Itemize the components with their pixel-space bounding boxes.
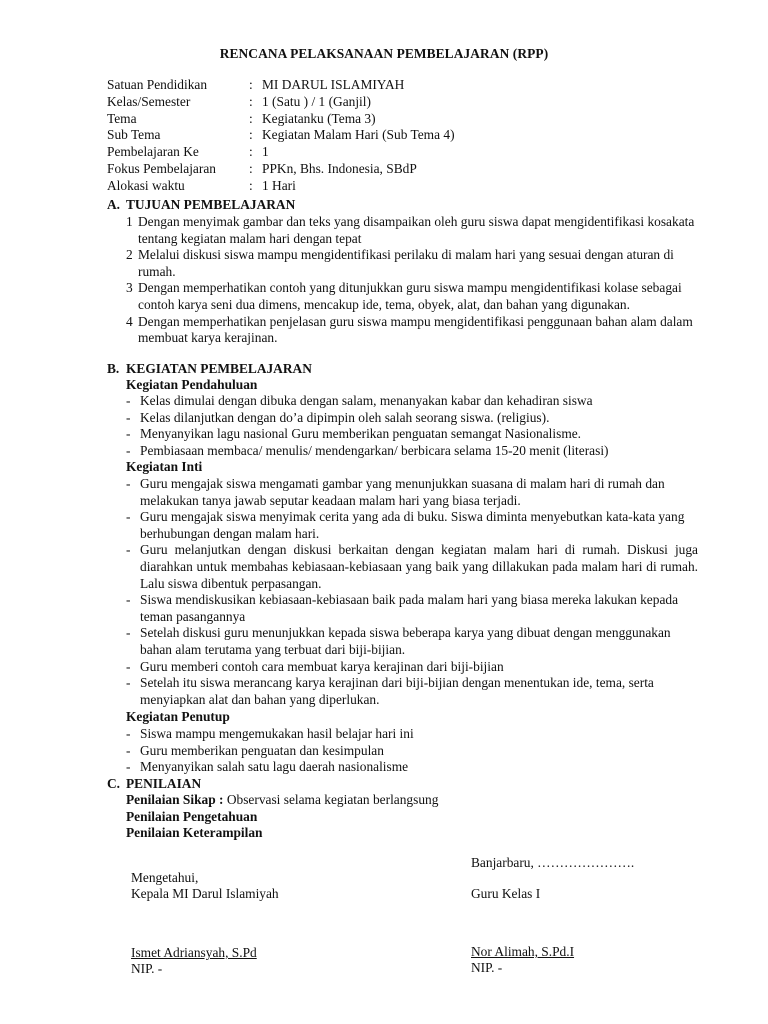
list-item: - Siswa mendiskusikan kebiasaan-kebiasaan baik pada malam hari yang biasa mereka lakukan kepada teman pasangannya [126,592,698,625]
info-colon: : [249,93,253,109]
list-item: - Setelah diskusi guru menunjukkan kepada siswa beberapa karya yang dibuat dengan menggunakan bahan alam terutama yang terbuat dari biji-bijian. [126,625,698,658]
info-value: PPKn, Bhs. Indonesia, SBdP [262,160,417,176]
guru-name: Nor Alimah, S.Pd.I [471,944,575,959]
item-text: Dengan memperhatikan contoh yang ditunjukkan guru siswa mampu mengidentifikasi kolase sebagai contoh karya seni dua dimens, mencakup ide, tema, obyek, alat, dan bahan yang digunakan. [138,280,682,312]
list-item: - Guru memberikan penguatan dan kesimpulan [126,743,698,760]
info-row-satuan [107,77,707,94]
penutup-heading: Kegiatan Penutup [126,709,230,724]
pendahuluan-heading: Kegiatan Pendahuluan [126,377,258,392]
pendahuluan-list [126,393,698,459]
info-label: Fokus Pembelajaran [107,160,216,176]
info-value: MI DARUL ISLAMIYAH [262,77,405,92]
info-table [107,77,707,195]
kepala-nip: NIP. - [131,961,163,976]
info-colon: : [249,144,253,160]
info-label: Pembelajaran Ke [107,144,199,160]
list-item: - Kelas dimulai dengan dibuka dengan salam, menanyakan kabar dan kehadiran siswa [126,393,698,410]
item-text: Guru memberi contoh cara membuat karya kerajinan dari biji-bijian [140,658,504,674]
guru-title: Guru Kelas I [471,886,541,901]
item-text: Menyanyikan lagu nasional Guru memberikan penguatan semangat Nasionalisme. [140,426,582,442]
list-item: - Kelas dilanjutkan dengan do’a dipimpin oleh salah seorang siswa. (religius). [126,410,698,427]
info-row-subtema [107,127,707,144]
section-title: KEGIATAN PEMBELAJARAN [126,361,312,376]
item-text: Siswa mampu mengemukakan hasil belajar hari ini [140,726,414,741]
kepala-title: Kepala MI Darul Islamiyah [131,886,279,901]
item-text: Dengan memperhatikan penjelasan guru siswa mampu mengidentifikasi penggunaan bahan alam dalam membuat karya kerajinan. [138,313,693,346]
section-letter: A. [107,197,121,212]
guru-nip: NIP. - [471,960,503,975]
list-item [126,280,696,313]
penutup-list [126,726,698,776]
list-item: - Menyanyikan salah satu lagu daerah nasionalisme [126,759,698,776]
item-text: Siswa mendiskusikan kebiasaan-kebiasaan baik pada malam hari yang biasa mereka lakukan kepada teman pasangannya [140,592,679,624]
info-value: 1 Hari [262,177,296,193]
list-item: - Guru melanjutkan dengan diskusi berkaitan dengan kegiatan malam hari di rumah. Diskusi juga diarahkan untuk membahas kebiasaan-kebiasaan yang baik yang dillakukan pada malam hari di rumah. Lalu siswa dibentuk perpasangan. [126,542,698,591]
item-text: Pembiasaan membaca/ menulis/ mendengarkan/ berbicara selama 15-20 menit (literasi) [140,442,609,458]
info-value: Kegiatanku (Tema 3) [262,110,376,126]
info-colon: : [249,177,253,193]
item-number: 3 [126,280,133,296]
item-text: Guru melanjutkan dengan diskusi berkaitan dengan kegiatan malam hari di rumah. Diskusi juga diarahkan untuk membahas kebiasaan-kebiasaan yang baik yang dillakukan pada malam hari di rumah. Lalu siswa dibentuk perpasangan. [140,542,698,591]
tujuan-list [126,214,696,347]
info-value: 1 (Satu ) / 1 (Ganjil) [262,93,371,109]
list-item [126,247,696,280]
item-text: Guru mengajak siswa menyimak cerita yang ada di buku. Siswa diminta menyebutkan kata-kata yang berhubungan dengan malam hari. [140,509,685,541]
section-a-heading [107,197,295,214]
kepala-name: Ismet Adriansyah, S.Pd [131,945,257,960]
info-row-pembelajaran [107,144,707,161]
info-label: Sub Tema [107,127,161,143]
item-number: 1 [126,214,133,229]
info-value: 1 [262,144,269,160]
item-text: Setelah diskusi guru menunjukkan kepada siswa beberapa karya yang dibuat dengan menggunakan bahan alam terutama yang terbuat dari biji-bijian. [140,625,671,657]
item-text: Guru memberikan penguatan dan kesimpulan [140,742,384,758]
item-text: Melalui diskusi siswa mampu mengidentifikasi perilaku di malam hari yang sesuai dengan aturan di rumah. [138,247,674,279]
info-label: Tema [107,110,137,126]
item-number: 2 [126,247,133,263]
sikap-text: Observasi selama kegiatan berlangsung [226,792,439,807]
section-c-heading [107,776,201,793]
section-title: PENILAIAN [126,776,202,791]
place-date: Banjarbaru, …………………. [471,855,635,870]
section-b-heading [107,361,312,378]
inti-heading: Kegiatan Inti [126,459,203,474]
item-text: Kelas dilanjutkan dengan do’a dipimpin oleh salah seorang siswa. (religius). [140,409,550,425]
list-item: - Guru mengajak siswa mengamati gambar yang menunjukkan suasana di malam hari di rumah dan melakukan tanya jawab seputar keadaan malam hari yang biasa terjadi. [126,476,698,509]
section-letter: C. [107,776,121,791]
info-row-kelas [107,94,707,111]
list-item: - Siswa mampu mengemukakan hasil belajar hari ini [126,726,698,743]
item-text: Menyanyikan salah satu lagu daerah nasionalisme [140,759,409,775]
item-text: Dengan menyimak gambar dan teks yang disampaikan oleh guru siswa dapat mengidentifikasi kosakata tentang kegiatan malam hari dengan tepat [138,214,695,246]
info-value: Kegiatan Malam Hari (Sub Tema 4) [262,127,455,143]
info-colon: : [249,77,253,92]
section-title: TUJUAN PEMBELAJARAN [126,197,296,212]
list-item: - Guru mengajak siswa menyimak cerita yang ada di buku. Siswa diminta menyebutkan kata-kata yang berhubungan dengan malam hari. [126,509,698,542]
mengetahui-label: Mengetahui, [131,870,199,885]
info-label: Satuan Pendidikan [107,77,208,92]
penilaian-sikap [126,792,438,809]
info-label: Alokasi waktu [107,177,185,193]
inti-list [126,476,698,708]
document-title: RENCANA PELAKSANAAN PEMBELAJARAN (RPP) [219,46,549,61]
penilaian-pengetahuan: Penilaian Pengetahuan [126,809,258,824]
info-row-alokasi [107,178,707,195]
sikap-label: Penilaian Sikap : [126,792,224,807]
list-item [126,314,696,347]
info-row-fokus [107,161,707,178]
item-text: Kelas dimulai dengan dibuka dengan salam, menanyakan kabar dan kehadiran siswa [140,393,593,408]
info-label: Kelas/Semester [107,93,191,109]
info-colon: : [249,127,253,143]
penilaian-keterampilan: Penilaian Keterampilan [126,825,263,840]
info-colon: : [249,160,253,176]
section-letter: B. [107,361,120,376]
item-text: Setelah itu siswa merancang karya kerajinan dari biji-bijian dengan menentukan ide, tema, serta menyiapkan alat dan bahan yang diperlukan. [140,675,654,707]
list-item: - Menyanyikan lagu nasional Guru memberikan penguatan semangat Nasionalisme. [126,426,698,443]
list-item: - Guru memberi contoh cara membuat karya kerajinan dari biji-bijian [126,659,698,676]
item-text: Guru mengajak siswa mengamati gambar yang menunjukkan suasana di malam hari di rumah dan melakukan tanya jawab seputar keadaan malam hari yang biasa terjadi. [140,476,665,508]
list-item: - Setelah itu siswa merancang karya kerajinan dari biji-bijian dengan menentukan ide, tema, serta menyiapkan alat dan bahan yang diperlukan. [126,675,698,708]
info-row-tema [107,111,707,128]
list-item: - Pembiasaan membaca/ menulis/ mendengarkan/ berbicara selama 15-20 menit (literasi) [126,443,698,460]
list-item [126,214,696,247]
info-colon: : [249,110,253,126]
item-number: 4 [126,313,133,329]
